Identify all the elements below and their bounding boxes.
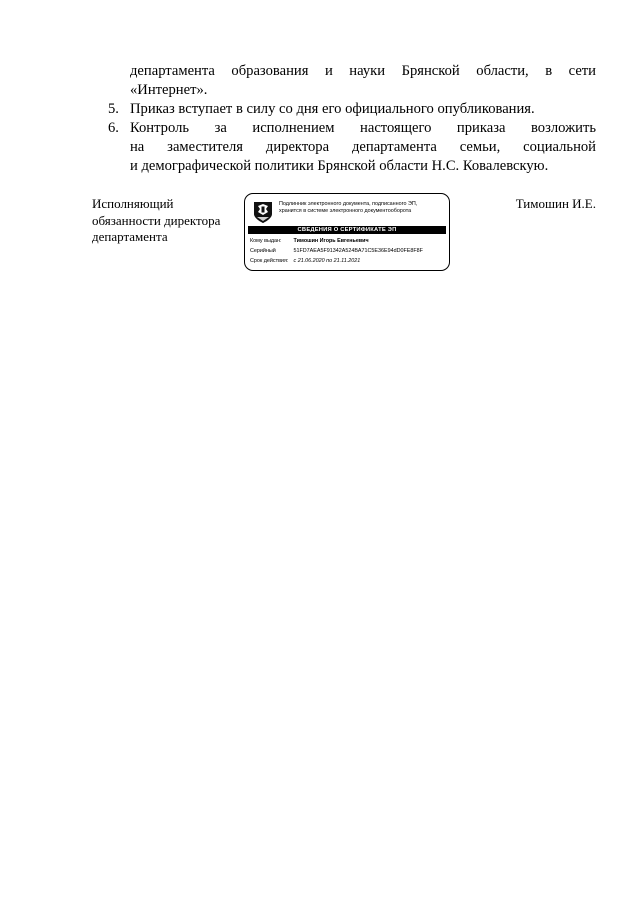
validity-value: с 21.06.2020 по 21.11.2021: [293, 258, 361, 264]
coat-of-arms-icon: [253, 200, 273, 224]
serial-value: 51FD7AEA5F91342A524BA71C5E36E94dD0FE8F8F: [293, 248, 423, 254]
list-item-6-line-1: Контроль за исполнением настоящего приказа возложить: [130, 120, 596, 136]
validity-label: Срок действия:: [250, 258, 289, 264]
signatory-name: Тимошин И.Е.: [515, 196, 596, 211]
list-item-6-line-2: на заместителя директора департамента семьи, социальной: [130, 139, 596, 155]
electronic-signature-stamp: [244, 193, 450, 271]
list-number-5: 5.: [108, 101, 119, 117]
list-item-5-text: Приказ вступает в силу со дня его официального опубликования.: [130, 101, 535, 117]
paragraph-continuation-line-1: департамента образования и науки Брянской области, в сети: [130, 63, 596, 79]
paragraph-continuation-line-2: «Интернет».: [130, 82, 208, 98]
stamp-serial-row: [250, 248, 423, 255]
issued-to-label: Кому выдан:: [250, 238, 282, 244]
stamp-note: [279, 201, 447, 214]
stamp-issued-to-row: [250, 238, 369, 245]
list-item-6-line-3: и демографической политики Брянской области Н.С. Ковалевскую.: [130, 158, 549, 174]
stamp-note-line-2: хранится в системе электронного документооборота: [279, 207, 412, 214]
certificate-banner: СВЕДЕНИЯ О СЕРТИФИКАТЕ ЭП: [248, 226, 446, 234]
signatory-position: [92, 196, 242, 246]
position-line-1: Исполняющий: [92, 196, 174, 211]
position-line-2: обязанности директора: [92, 212, 221, 228]
issued-to-value: Тимошин Игорь Евгеньевич: [293, 238, 369, 244]
position-line-3: департамента: [92, 229, 168, 244]
serial-label: Серийный: [250, 248, 276, 254]
list-number-6: 6.: [108, 120, 119, 136]
stamp-note-line-1: Подлинник электронного документа, подписанного ЭП,: [279, 201, 418, 207]
stamp-validity-row: [250, 258, 360, 265]
